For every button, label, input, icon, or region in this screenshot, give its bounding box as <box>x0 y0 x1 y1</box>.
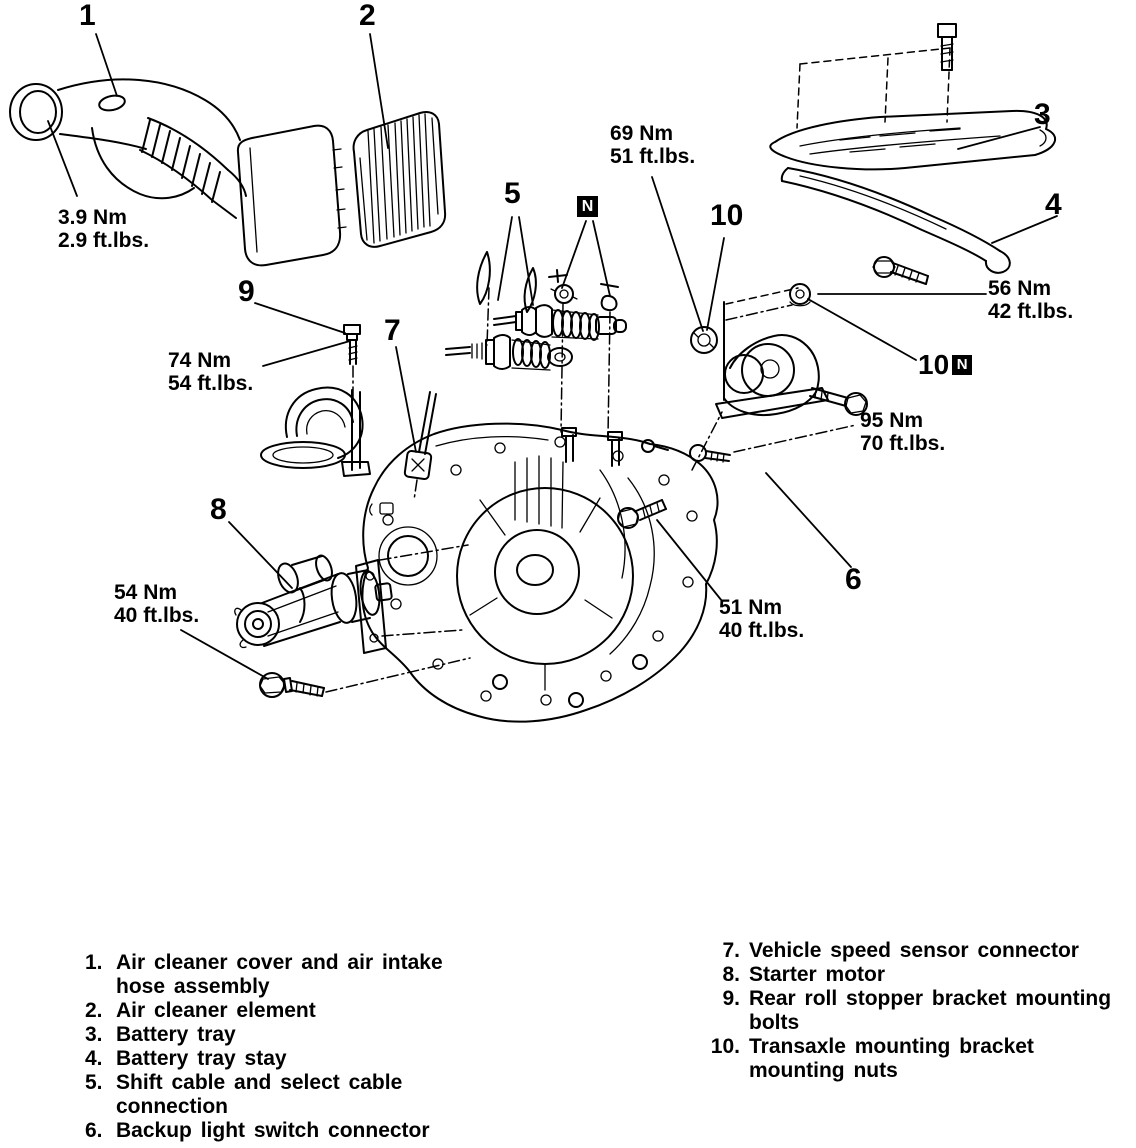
torque-nm: 74 Nm <box>168 349 232 372</box>
legend-item-text: Shift cable and select cable connection <box>116 1071 403 1118</box>
parts-legend-right-column <box>706 939 1111 1083</box>
legend-item-number: 7. <box>722 939 740 962</box>
callout-9: 9 <box>238 275 255 308</box>
torque-label-air-intake <box>58 206 149 252</box>
torque-nm: 51 Nm <box>719 596 783 619</box>
n-symbol-box-inline: N <box>952 355 972 375</box>
legend-item-number: 5. <box>85 1071 103 1094</box>
battery-tray-stay-drawing <box>782 168 1010 284</box>
legend-item-3 <box>85 1023 443 1047</box>
callout-5: 5 <box>504 177 521 210</box>
legend-item-2 <box>85 999 443 1023</box>
callout-8: 8 <box>210 493 227 526</box>
torque-ftlbs: 51 ft.lbs. <box>610 145 696 168</box>
torque-label-roll-stopper <box>168 349 253 395</box>
callout-10: 10 <box>710 199 744 232</box>
torque-ftlbs: 2.9 ft.lbs. <box>58 229 150 252</box>
callout-6: 6 <box>845 563 862 596</box>
legend-item-number: 6. <box>85 1119 103 1142</box>
callout-4: 4 <box>1045 188 1062 221</box>
legend-item-text: Air cleaner cover and air intake hose assembly <box>116 951 443 998</box>
torque-nm: 3.9 Nm <box>58 206 127 229</box>
torque-label-bracket-bolt <box>860 409 945 455</box>
torque-nm: 95 Nm <box>860 409 924 432</box>
air-cleaner-element-drawing <box>354 112 446 247</box>
battery-tray-drawing <box>770 24 1055 169</box>
torque-label-case-bolt <box>719 596 804 642</box>
legend-item-5 <box>85 1071 443 1119</box>
vehicle-speed-sensor-drawing <box>370 392 436 515</box>
legend-item-text: Backup light switch connector <box>116 1119 430 1142</box>
legend-item-text: Transaxle mounting bracket mounting nuts <box>749 1035 1034 1082</box>
callout-3: 3 <box>1034 98 1051 131</box>
callout-7: 7 <box>384 314 401 347</box>
legend-item-text: Air cleaner element <box>116 999 316 1022</box>
legend-item-6 <box>85 1119 443 1143</box>
legend-item-10 <box>706 1035 1111 1083</box>
transaxle-housing-drawing <box>362 424 730 722</box>
torque-nm: 69 Nm <box>610 122 674 145</box>
legend-item-text: Vehicle speed sensor connector <box>749 939 1079 962</box>
legend-item-number: 2. <box>85 999 103 1022</box>
shift-select-cables-drawing <box>446 252 626 436</box>
torque-ftlbs: 54 ft.lbs. <box>168 372 254 395</box>
legend-item-number: 8. <box>722 963 740 986</box>
n-symbol-box: N <box>577 196 598 217</box>
parts-legend-left-column <box>85 951 443 1143</box>
torque-nm: 54 Nm <box>114 581 178 604</box>
legend-item-text: Starter motor <box>749 963 886 986</box>
legend-item-1 <box>85 951 443 999</box>
legend-item-number: 4. <box>85 1047 103 1070</box>
legend-item-number: 9. <box>722 987 740 1010</box>
torque-nm: 56 Nm <box>988 277 1052 300</box>
legend-item-7 <box>706 939 1111 963</box>
legend-item-text: Rear roll stopper bracket mounting bolts <box>749 987 1112 1034</box>
callout-2: 2 <box>359 0 376 32</box>
callout-10-n-marker <box>918 351 972 379</box>
torque-ftlbs: 42 ft.lbs. <box>988 300 1074 323</box>
legend-item-8 <box>706 963 1111 987</box>
torque-ftlbs: 40 ft.lbs. <box>114 604 200 627</box>
rear-roll-stopper-bracket-drawing <box>261 325 370 476</box>
legend-item-4 <box>85 1047 443 1071</box>
torque-label-bracket-nut <box>988 277 1073 323</box>
torque-label-mount-through-nut <box>610 122 695 168</box>
legend-item-number: 1. <box>85 951 103 974</box>
legend-item-text: Battery tray stay <box>116 1047 287 1070</box>
legend-item-text: Battery tray <box>116 1023 236 1046</box>
legend-item-9 <box>706 987 1111 1035</box>
legend-item-number: 3. <box>85 1023 103 1046</box>
torque-label-starter-bolt <box>114 581 199 627</box>
callout-10-n-number: 10 <box>918 349 950 380</box>
torque-ftlbs: 70 ft.lbs. <box>860 432 946 455</box>
torque-ftlbs: 40 ft.lbs. <box>719 619 805 642</box>
callout-1: 1 <box>79 0 96 32</box>
legend-item-number: 10. <box>710 1035 740 1058</box>
